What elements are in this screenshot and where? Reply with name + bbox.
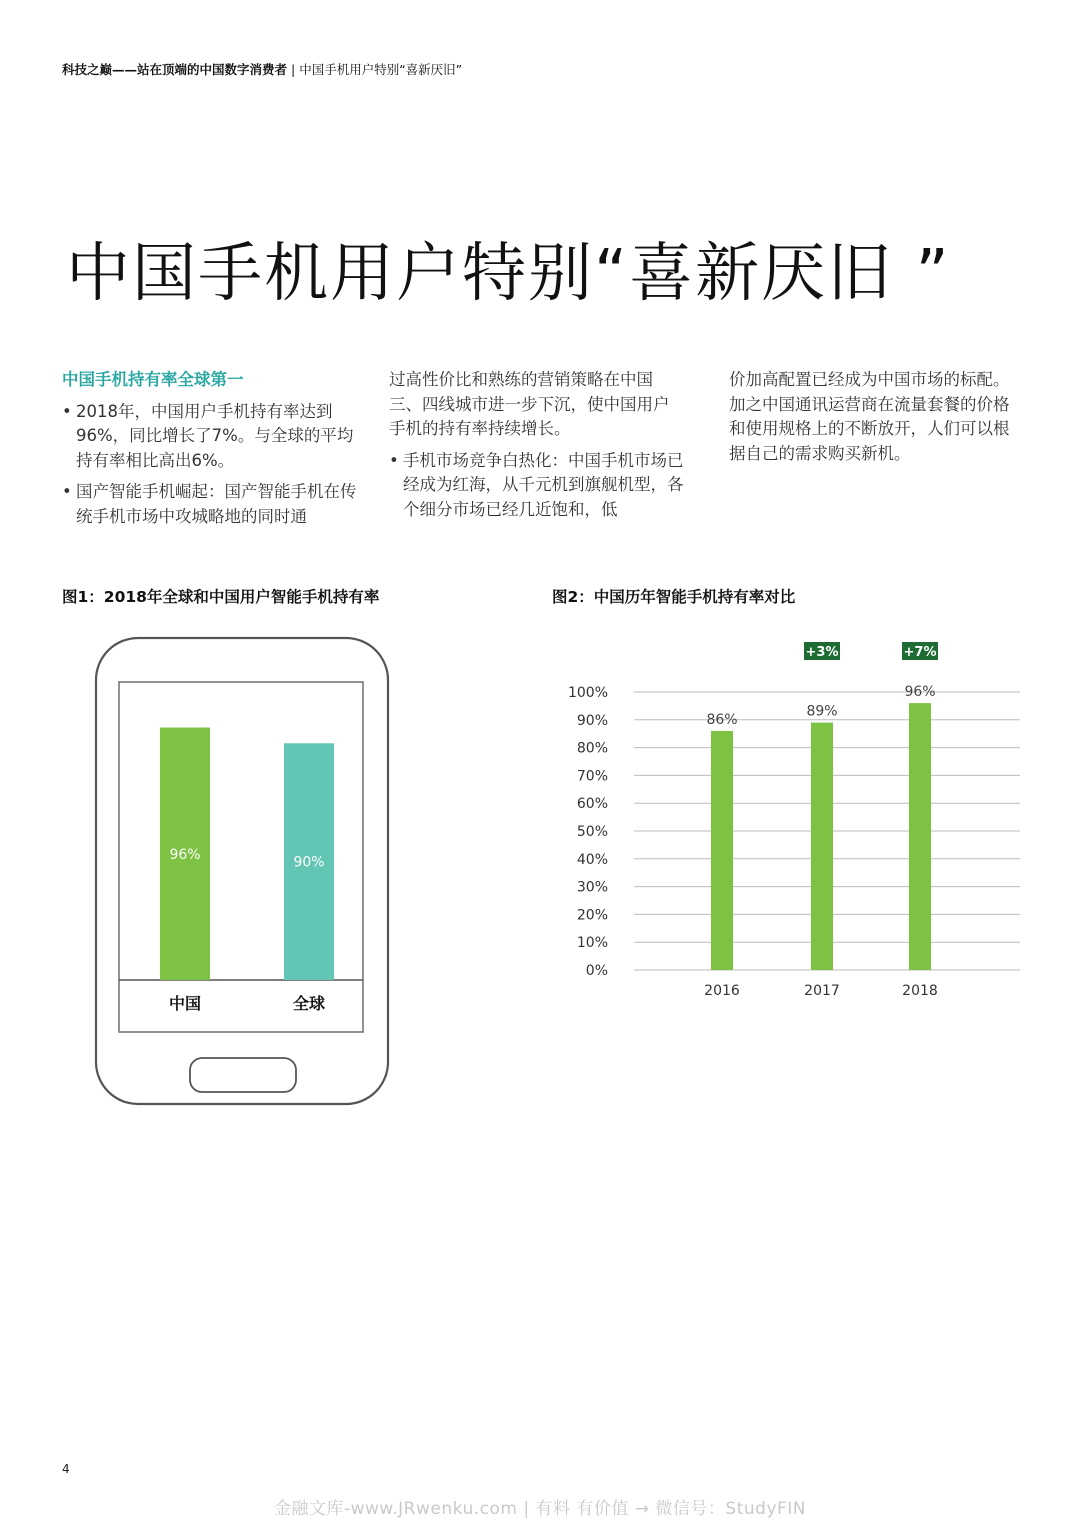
chart2-x-label-1: 2017	[804, 983, 840, 999]
chart1-category-label-0: 中国	[168, 994, 202, 1013]
chart2-y-tick-4: 40%	[576, 851, 608, 868]
chart2-grid	[568, 685, 1020, 979]
chart2-y-tick-10: 100%	[567, 685, 608, 701]
bullet-3-continued: 价加高配置已经成为中国市场的标配。加之中国通讯运营商在流量套餐的价格和使用规格上的不断放开，人们可以根据自己的需求购买新机。	[729, 370, 1010, 463]
chart2-bars	[704, 642, 938, 999]
chart2-y-tick-7: 70%	[576, 768, 608, 785]
chart1-value-label-0: 96%	[169, 846, 201, 863]
text-column-1	[62, 368, 362, 529]
bullet-2-continued: 过高性价比和熟练的营销策略在中国三、四线城市进一步下沉，使中国用户手机的持有率持续增长。	[389, 370, 670, 438]
text-column-3	[715, 368, 1015, 466]
chart2-x-label-2: 2018	[902, 983, 938, 999]
figure1-phone-chart	[60, 620, 420, 1120]
chart2-y-tick-1: 10%	[576, 935, 608, 952]
chart1-category-label-1: 全球	[292, 994, 326, 1013]
section-title: 中国手机用户特别“喜新厌旧”	[299, 62, 463, 77]
chart2-y-tick-0: 0%	[585, 963, 608, 979]
chart2-y-tick-2: 20%	[576, 907, 608, 924]
chart2-y-tick-3: 30%	[576, 879, 608, 896]
text-column-2	[389, 368, 684, 522]
running-header	[62, 60, 462, 78]
report-title: 科技之巅——站在顶端的中国数字消费者	[62, 62, 288, 77]
chart1-value-label-1: 90%	[293, 854, 325, 871]
bullet-2: • 国产智能手机崛起：国产智能手机在传统手机市场中攻城略地的同时通	[62, 480, 362, 529]
figure2-bar-chart	[552, 630, 1032, 1010]
chart2-growth-badge-text-1: +3%	[805, 645, 839, 660]
chart2-y-tick-5: 50%	[576, 824, 608, 840]
home-button	[190, 1058, 296, 1092]
section-heading: 中国手机持有率全球第一	[62, 370, 244, 389]
chart2-bar-0	[711, 731, 733, 970]
chart2-bar-1	[811, 723, 833, 970]
figure2-title: 图2：中国历年智能手机持有率对比	[552, 588, 796, 606]
figure1-title: 图1：2018年全球和中国用户智能手机持有率	[62, 588, 380, 606]
chart2-y-tick-9: 90%	[576, 712, 608, 729]
chart2-growth-badge-text-2: +7%	[903, 645, 937, 660]
chart2-y-tick-8: 80%	[576, 740, 608, 757]
page-number: 4	[62, 1462, 70, 1476]
chart2-y-tick-6: 60%	[576, 796, 608, 813]
chart2-value-label-2: 96%	[904, 684, 936, 701]
bullet-1: • 2018年，中国用户手机持有率达到96%，同比增长了7%。与全球的平均持有率相比高出6%。	[62, 400, 362, 474]
watermark: 金融文库-www.JRwenku.com | 有料 有价值 → 微信号：StudyFIN	[273, 1499, 807, 1519]
chart2-value-label-1: 89%	[806, 703, 838, 720]
chart2-x-label-0: 2016	[704, 983, 740, 999]
page-title: 中国手机用户特别“喜新厌旧 ”	[66, 237, 951, 311]
chart2-value-label-0: 86%	[706, 711, 738, 728]
header-separator: |	[287, 62, 300, 77]
bullet-3: • 手机市场竞争白热化：中国手机市场已经成为红海，从千元机到旗舰机型，各个细分市场已经几近饱和，低	[389, 449, 684, 523]
chart2-bar-2	[909, 703, 931, 970]
